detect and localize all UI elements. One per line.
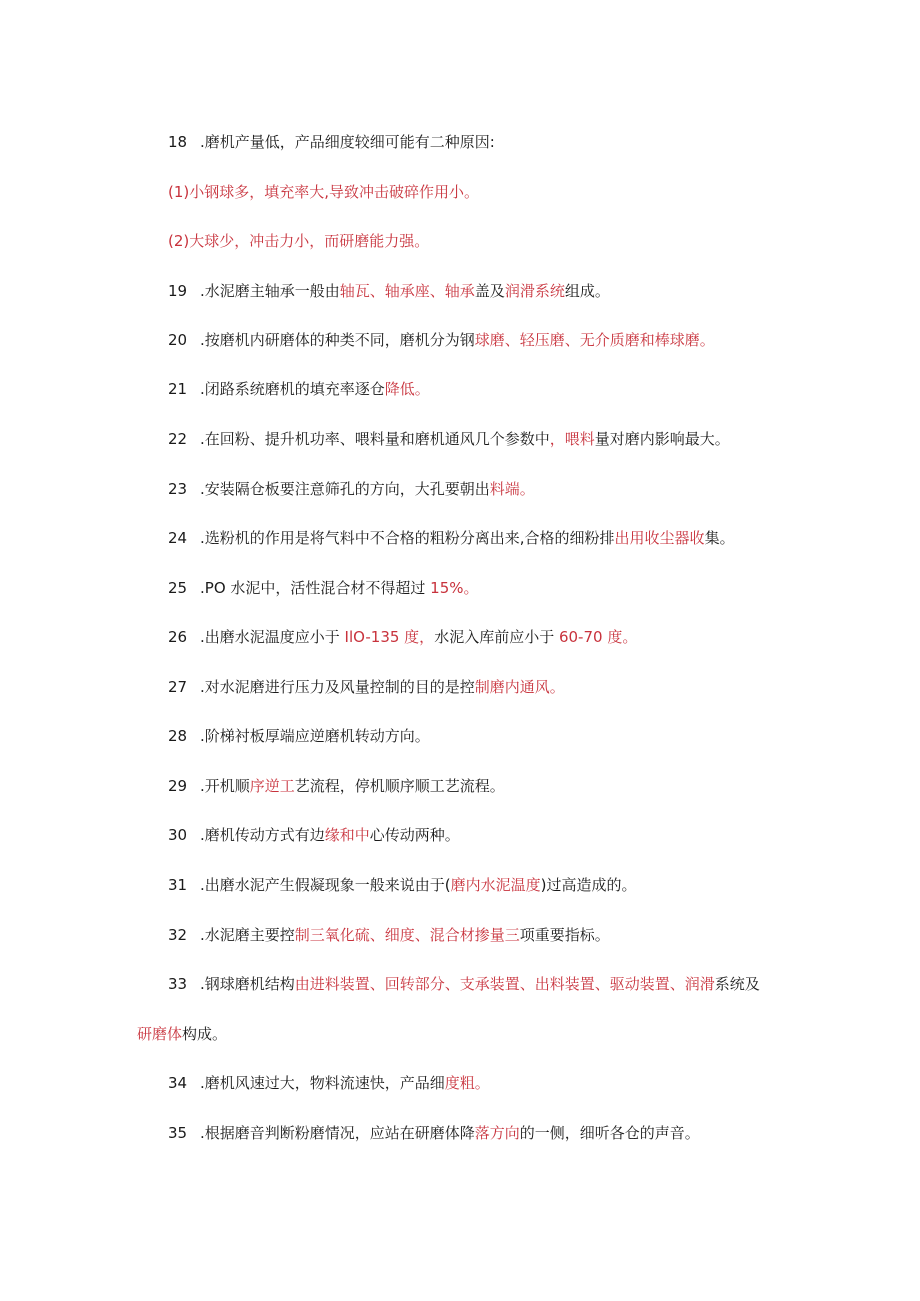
question-text: 量对磨内影响最大。 bbox=[594, 430, 730, 448]
question-text: .在回粉、提升机功率、喂料量和磨机通风几个参数中 bbox=[200, 430, 550, 448]
answer-text: ，喂料 bbox=[549, 430, 595, 448]
question-text: 组成。 bbox=[564, 282, 610, 300]
item-number: 30 bbox=[168, 826, 188, 844]
question-text: .对水泥磨进行压力及风量控制的目的是控 bbox=[200, 678, 475, 696]
answer-text: 度粗。 bbox=[444, 1074, 490, 1092]
question-text: 系统及 bbox=[714, 975, 760, 993]
question-text: 心传动两种。 bbox=[369, 826, 460, 844]
answer-text: IlO-135 度， bbox=[344, 628, 435, 646]
question-text: 构成。 bbox=[182, 1025, 228, 1043]
answer-text: 15%。 bbox=[430, 579, 479, 597]
qa-line-19 bbox=[168, 280, 610, 302]
question-text: .安装隔仓板要注意筛孔的方向，大孔要朝出 bbox=[200, 480, 490, 498]
item-number: 20 bbox=[168, 331, 188, 349]
question-text: 集。 bbox=[704, 529, 735, 547]
item-number: 25 bbox=[168, 579, 188, 597]
item-number: 23 bbox=[168, 480, 188, 498]
qa-line-25 bbox=[168, 577, 479, 599]
answer-text: 润滑系统 bbox=[504, 282, 565, 300]
question-text: .出磨水泥产生假凝现象一般来说由于( bbox=[200, 876, 451, 894]
answer-text: 研磨体 bbox=[137, 1025, 183, 1043]
answer-text: 球磨、轻压磨、无介质磨和棒球磨。 bbox=[474, 331, 715, 349]
answer-text: (1)小钢球多，填充率大,导致冲击破碎作用小。 bbox=[168, 183, 480, 201]
item-number: 19 bbox=[168, 282, 188, 300]
item-number: 29 bbox=[168, 777, 188, 795]
question-text: 盖及 bbox=[474, 282, 505, 300]
item-number: 21 bbox=[168, 380, 188, 398]
qa-line-21 bbox=[168, 378, 430, 400]
answer-text: (2)大球少，冲击力小，而研磨能力强。 bbox=[168, 232, 430, 250]
answer-text: 缘和中 bbox=[324, 826, 370, 844]
qa-line-18 bbox=[168, 131, 495, 153]
question-text: .按磨机内研磨体的种类不同，磨机分为钢 bbox=[200, 331, 475, 349]
question-text: .选粉机的作用是将气料中不合格的粗粉分离出来,合格的细粉排 bbox=[200, 529, 615, 547]
qa-line-22 bbox=[168, 428, 730, 450]
answer-text: 磨内水泥温度 bbox=[450, 876, 541, 894]
qa-line-33 bbox=[168, 973, 760, 995]
item-number: 22 bbox=[168, 430, 188, 448]
question-text: .PO 水泥中，活性混合材不得超过 bbox=[200, 579, 431, 597]
answer-text: 轴瓦、轴承座、轴承 bbox=[339, 282, 475, 300]
answer-text: 出用收尘器收 bbox=[614, 529, 705, 547]
question-text: 艺流程，停机顺序顺工艺流程。 bbox=[294, 777, 505, 795]
answer-text: 序逆工 bbox=[249, 777, 295, 795]
answer-text: 料端。 bbox=[489, 480, 535, 498]
qa-line-32 bbox=[168, 924, 610, 946]
answer-text: 由进料装置、回转部分、支承装置、出料装置、驱动装置、润滑 bbox=[294, 975, 715, 993]
item-number: 32 bbox=[168, 926, 188, 944]
qa-line-26 bbox=[168, 626, 637, 648]
qa-line-23 bbox=[168, 478, 535, 500]
item-number: 18 bbox=[168, 133, 188, 151]
question-text: .水泥磨主轴承一般由 bbox=[200, 282, 340, 300]
qa-line-28 bbox=[168, 725, 430, 747]
answer-text: 制三氧化硫、细度、混合材掺量三 bbox=[294, 926, 520, 944]
question-text: 的一侧，细听各仓的声音。 bbox=[519, 1124, 700, 1142]
answer-text: 60-70 度。 bbox=[558, 628, 638, 646]
item-number: 24 bbox=[168, 529, 188, 547]
item-number: 33 bbox=[168, 975, 188, 993]
item-number: 35 bbox=[168, 1124, 188, 1142]
item-number: 27 bbox=[168, 678, 188, 696]
question-text: 水泥入库前应小于 bbox=[434, 628, 559, 646]
question-text: .开机顺 bbox=[200, 777, 250, 795]
item-number: 34 bbox=[168, 1074, 188, 1092]
answer-text: 制磨内通风。 bbox=[474, 678, 565, 696]
qa-line-29 bbox=[168, 775, 505, 797]
question-text: .磨机风速过大，物料流速快，产品细 bbox=[200, 1074, 445, 1092]
question-text: .磨机传动方式有边 bbox=[200, 826, 325, 844]
item-number: 26 bbox=[168, 628, 188, 646]
qa-line-30 bbox=[168, 824, 460, 846]
item-number: 31 bbox=[168, 876, 188, 894]
qa-line-24 bbox=[168, 527, 735, 549]
item-number: 28 bbox=[168, 727, 188, 745]
question-text: .水泥磨主要控 bbox=[200, 926, 295, 944]
question-text: .出磨水泥温度应小于 bbox=[200, 628, 345, 646]
qa-line-31 bbox=[168, 874, 637, 896]
question-text: .阶梯衬板厚端应逆磨机转动方向。 bbox=[200, 727, 430, 745]
qa-line-18-reason-2 bbox=[168, 230, 429, 252]
qa-line-34 bbox=[168, 1072, 490, 1094]
question-text: 项重要指标。 bbox=[519, 926, 610, 944]
question-text: .根据磨音判断粉磨情况，应站在研磨体降 bbox=[200, 1124, 475, 1142]
question-text: )过高造成的。 bbox=[540, 876, 637, 894]
question-text: .闭路系统磨机的填充率逐仓 bbox=[200, 380, 385, 398]
answer-text: 降低。 bbox=[384, 380, 430, 398]
qa-line-33-continued bbox=[137, 1023, 227, 1045]
answer-text: 落方向 bbox=[474, 1124, 520, 1142]
question-text: .钢球磨机结构 bbox=[200, 975, 295, 993]
qa-line-27 bbox=[168, 676, 565, 698]
qa-line-18-reason-1 bbox=[168, 181, 479, 203]
question-text: .磨机产量低，产品细度较细可能有二种原因: bbox=[200, 133, 495, 151]
qa-line-20 bbox=[168, 329, 715, 351]
qa-line-35 bbox=[168, 1122, 700, 1144]
